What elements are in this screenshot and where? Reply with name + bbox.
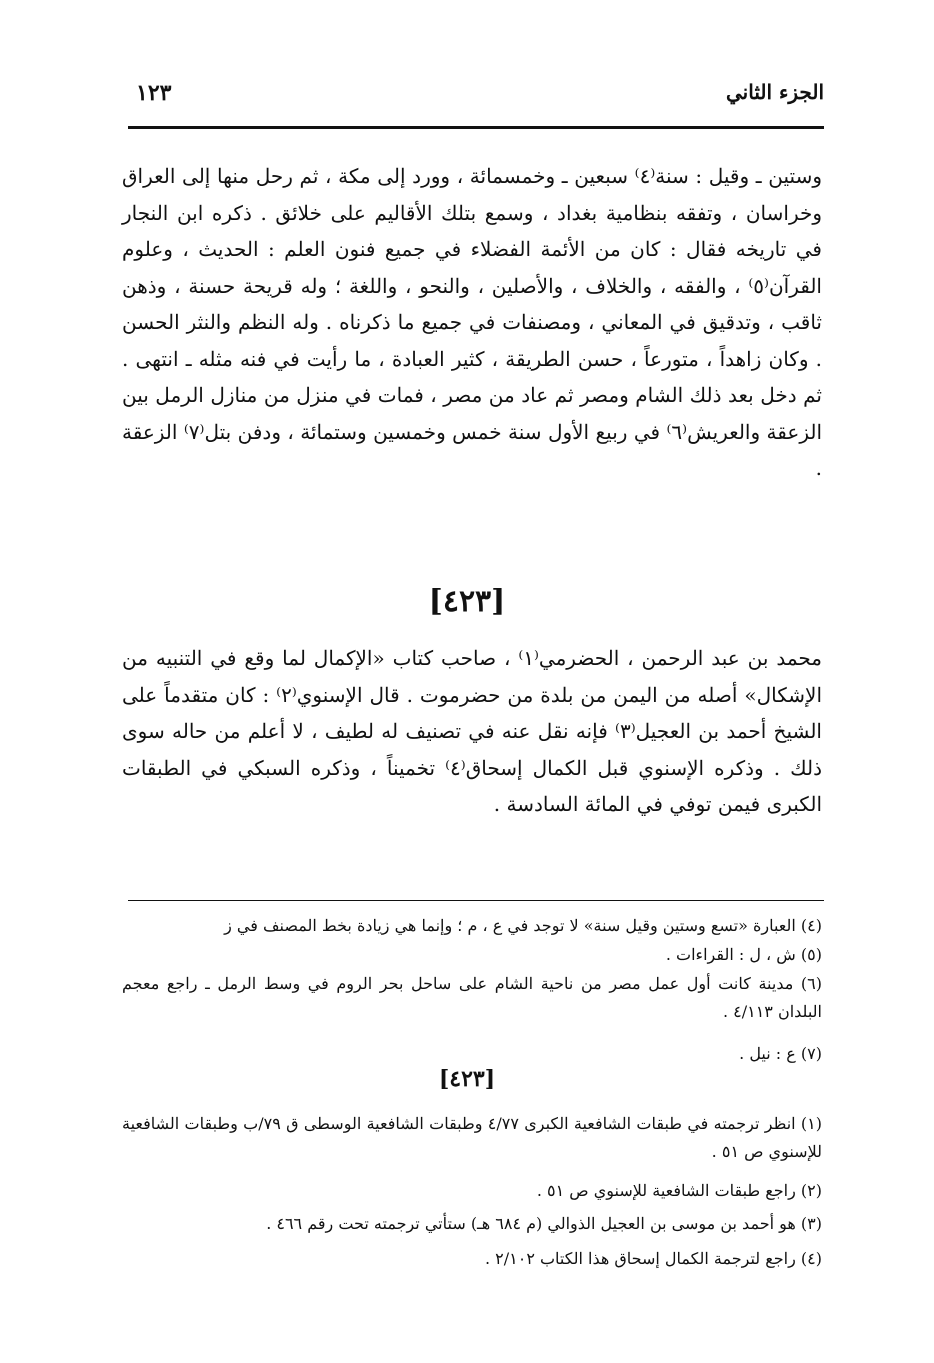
body-paragraph-1: وستين ـ وقيل : سنة⁽٤⁾ سبعين ـ وخمسمائة ، وورد إلى مكة ، ثم رحل منها إلى العراق وخراسان ، وتفقه بنظامية بغداد ، وسمع بتلك الأقاليم على خلائق . ذكره ابن النجار في تاريخه فقال : كان من الأئمة الفضلاء في جميع فنون العلم : الحديث ، وعلوم القرآن⁽٥⁾ ، والفقه ، والخلاف ، والأصلين ، والنحو ، واللغة ؛ وله قريحة حسنة ، وذهن ثاقب ، وتدقيق في المعاني ، ومصنفات في جميع ما ذكرناه . وله النظم والنثر الحسن . وكان زاهداً ، متورعاً ، حسن الطريقة ، كثير العبادة ، ما رأيت في فنه مثله ـ انتهى . ثم دخل بعد ذلك الشام ومصر ثم عاد من مصر ، فمات في منزل من منازل الرمل بين الزعقة والعريش⁽٦⁾ في ربيع الأول سنة خمس وخمسين وستمائة ، ودفن بتل⁽٧⁾ الزعقة .: [122, 164, 822, 480]
footnote-7: (٧) ع : نيل .: [739, 1044, 822, 1063]
footnote-rule: [128, 900, 824, 901]
footnote-423-4: (٤) راجع لترجمة الكمال إسحاق هذا الكتاب ٢/١٠٢ .: [484, 1249, 822, 1268]
page-number: ١٢٣: [136, 80, 172, 106]
footnote-5: (٥) ش ، ل : القراءات .: [665, 945, 822, 964]
header-title: الجزء الثاني: [726, 80, 824, 104]
header-rule: [128, 126, 824, 129]
footnote-4: (٤) العبارة «تسع وستين وقيل سنة» لا توجد في ع ، م ؛ وإنما هي زيادة بخط المصنف في ز: [224, 916, 822, 935]
footnote-423-2: (٢) راجع طبقات الشافعية للإسنوي ص ٥١ .: [536, 1181, 822, 1200]
footnote-423-3: (٣) هو أحمد بن موسى بن العجيل الذوالي (م ٦٨٤ هـ) ستأتي ترجمته تحت رقم ٤٦٦ .: [266, 1214, 822, 1233]
running-header: [128, 80, 824, 120]
footnote-entry-heading: [٤٢٣]: [438, 1066, 496, 1092]
footnote-423-1: (١) انظر ترجمته في طبقات الشافعية الكبرى ٤/٧٧ وطبقات الشافعية الوسطى ق ٧٩/ب وطبقات الشافعية للإسنوي ص ٥١ .: [122, 1114, 822, 1161]
footnote-6: (٦) مدينة كانت أول عمل مصر من ناحية الشام على ساحل بحر الروم في وسط الرمل ـ راجع معجم البلدان ٤/١١٣ .: [122, 974, 822, 1021]
entry-number-heading: [٤٢٣]: [428, 584, 506, 619]
body-paragraph-2: محمد بن عبد الرحمن ، الحضرمي⁽١⁾ ، صاحب كتاب «الإكمال لما وقع في التنبيه من الإشكال» أصله من اليمن من بلدة من حضرموت . قال الإسنوي⁽٢⁾ : كان متقدماً على الشيخ أحمد بن العجيل⁽٣⁾ فإنه نقل عنه في تصنيف له لطيف ، لا أعلم من حاله سوى ذلك . وذكره الإسنوي قبل الكمال إسحاق⁽٤⁾ تخميناً ، وذكره السبكي في الطبقات الكبرى فيمن توفي في المائة السادسة .: [122, 646, 822, 816]
